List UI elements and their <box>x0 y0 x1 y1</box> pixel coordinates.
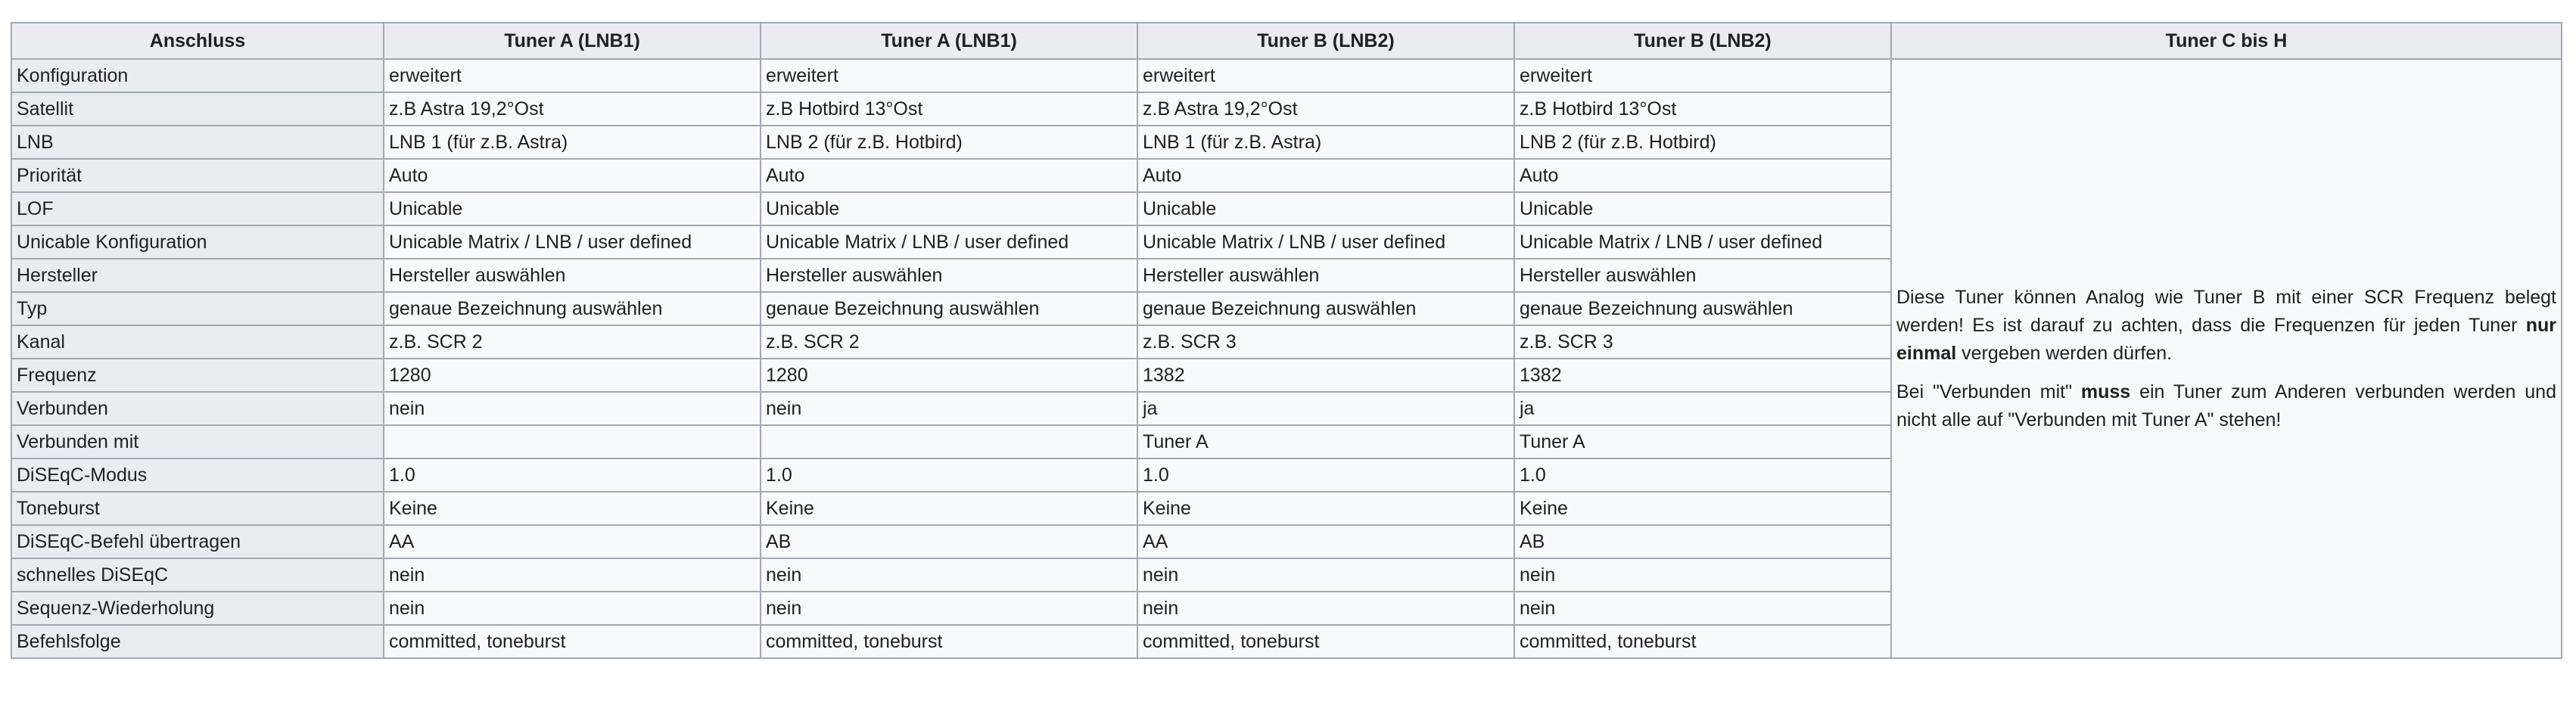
table-cell: nein <box>384 392 761 425</box>
table-cell: ja <box>1514 392 1891 425</box>
table-cell: LNB 2 (für z.B. Hotbird) <box>1514 126 1891 159</box>
header-tuner-a-lnb1-2: Tuner A (LNB1) <box>761 23 1137 59</box>
table-cell: nein <box>761 392 1137 425</box>
table-cell: Unicable <box>761 192 1137 225</box>
table-cell: genaue Bezeichnung auswählen <box>1514 292 1891 325</box>
table-cell: 1280 <box>761 359 1137 392</box>
table-cell: z.B. SCR 3 <box>1514 325 1891 359</box>
note-paragraph-1 <box>1896 284 2556 368</box>
table-cell <box>384 425 761 458</box>
header-anschluss: Anschluss <box>11 23 384 59</box>
table-cell: nein <box>761 558 1137 592</box>
table-cell: Unicable Matrix / LNB / user defined <box>761 225 1137 259</box>
table-cell: z.B Astra 19,2°Ost <box>1137 92 1514 126</box>
note-text: Diese Tuner können Analog wie Tuner B mit einer SCR Frequenz belegt werden! Es ist darauf zu achten, dass die Frequenzen für jeden Tuner <box>1896 286 2556 336</box>
note-emphasis: nur einmal <box>1896 314 2556 364</box>
row-label: Verbunden mit <box>11 425 384 458</box>
row-label: DiSEqC-Modus <box>11 458 384 492</box>
table-cell: Unicable <box>1514 192 1891 225</box>
table-cell: LNB 1 (für z.B. Astra) <box>1137 126 1514 159</box>
table-cell: 1.0 <box>761 458 1137 492</box>
row-label: Sequenz-Wiederholung <box>11 592 384 625</box>
table-cell: Hersteller auswählen <box>1514 259 1891 292</box>
row-label: LNB <box>11 126 384 159</box>
table-cell: Unicable Matrix / LNB / user defined <box>1137 225 1514 259</box>
table-cell: nein <box>1514 558 1891 592</box>
note-text: Bei "Verbunden mit" <box>1896 381 2081 402</box>
header-row <box>11 23 2562 59</box>
table-cell: 1.0 <box>384 458 761 492</box>
row-label: Kanal <box>11 325 384 359</box>
row-label: Konfiguration <box>11 59 384 92</box>
row-label: Toneburst <box>11 492 384 525</box>
table-cell: Keine <box>1514 492 1891 525</box>
table-cell: AB <box>1514 525 1891 558</box>
tuner-config-table <box>11 22 2562 659</box>
table-cell: genaue Bezeichnung auswählen <box>1137 292 1514 325</box>
table-cell: nein <box>1514 592 1891 625</box>
row-label: schnelles DiSEqC <box>11 558 384 592</box>
row-label: Frequenz <box>11 359 384 392</box>
table-cell: AA <box>1137 525 1514 558</box>
row-label: Befehlsfolge <box>11 625 384 658</box>
table-cell: Unicable <box>1137 192 1514 225</box>
table-cell: erweitert <box>384 59 761 92</box>
table-cell: Auto <box>384 159 761 192</box>
table-cell: nein <box>384 592 761 625</box>
table-cell: committed, toneburst <box>1137 625 1514 658</box>
table-cell: AA <box>384 525 761 558</box>
note-text: ein Tuner zum Anderen verbunden werden und nicht alle auf "Verbunden mit Tuner A" stehen! <box>1896 381 2556 430</box>
note-emphasis: muss <box>2080 381 2131 402</box>
table-cell: Keine <box>384 492 761 525</box>
table-cell: LNB 2 (für z.B. Hotbird) <box>761 126 1137 159</box>
table-cell: Tuner A <box>1137 425 1514 458</box>
header-tuner-b-lnb2-2: Tuner B (LNB2) <box>1514 23 1891 59</box>
table-cell: ja <box>1137 392 1514 425</box>
table-cell <box>761 425 1137 458</box>
table-cell: 1.0 <box>1514 458 1891 492</box>
table-cell: 1.0 <box>1137 458 1514 492</box>
table-cell: Auto <box>1514 159 1891 192</box>
table-cell: Hersteller auswählen <box>1137 259 1514 292</box>
header-tuner-a-lnb1-1: Tuner A (LNB1) <box>384 23 761 59</box>
table-cell: nein <box>384 558 761 592</box>
table-cell: Unicable <box>384 192 761 225</box>
table-cell: erweitert <box>761 59 1137 92</box>
table-cell: Unicable Matrix / LNB / user defined <box>384 225 761 259</box>
table-cell: nein <box>761 592 1137 625</box>
table-cell: z.B. SCR 3 <box>1137 325 1514 359</box>
table-cell: genaue Bezeichnung auswählen <box>761 292 1137 325</box>
table-cell: committed, toneburst <box>761 625 1137 658</box>
table-cell: 1280 <box>384 359 761 392</box>
note-text: vergeben werden dürfen. <box>1956 342 2173 364</box>
row-label: LOF <box>11 192 384 225</box>
table-cell: genaue Bezeichnung auswählen <box>384 292 761 325</box>
tuner-c-h-note <box>1891 59 2562 658</box>
table-cell: z.B. SCR 2 <box>761 325 1137 359</box>
table-cell: Hersteller auswählen <box>761 259 1137 292</box>
table-cell: committed, toneburst <box>384 625 761 658</box>
row-label: Satellit <box>11 92 384 126</box>
table-cell: z.B. SCR 2 <box>384 325 761 359</box>
row-label: Unicable Konfiguration <box>11 225 384 259</box>
table-cell: erweitert <box>1137 59 1514 92</box>
table-cell: Auto <box>1137 159 1514 192</box>
row-label: Priorität <box>11 159 384 192</box>
table-cell: Tuner A <box>1514 425 1891 458</box>
table-body <box>11 59 2562 658</box>
row-label: Typ <box>11 292 384 325</box>
table-cell: Unicable Matrix / LNB / user defined <box>1514 225 1891 259</box>
header-tuner-c-bis-h: Tuner C bis H <box>1891 23 2562 59</box>
table-cell: Hersteller auswählen <box>384 259 761 292</box>
header-tuner-b-lnb2-1: Tuner B (LNB2) <box>1137 23 1514 59</box>
table-cell: erweitert <box>1514 59 1891 92</box>
row-label: Hersteller <box>11 259 384 292</box>
table-cell: z.B Astra 19,2°Ost <box>384 92 761 126</box>
table-cell: nein <box>1137 592 1514 625</box>
table-cell: Auto <box>761 159 1137 192</box>
row-label: DiSEqC-Befehl übertragen <box>11 525 384 558</box>
table-cell: LNB 1 (für z.B. Astra) <box>384 126 761 159</box>
table-cell: 1382 <box>1137 359 1514 392</box>
row-label: Verbunden <box>11 392 384 425</box>
table-cell: 1382 <box>1514 359 1891 392</box>
table-cell: Keine <box>761 492 1137 525</box>
table-row <box>11 59 2562 92</box>
table-cell: nein <box>1137 558 1514 592</box>
table-cell: z.B Hotbird 13°Ost <box>761 92 1137 126</box>
table-cell: AB <box>761 525 1137 558</box>
table-cell: committed, toneburst <box>1514 625 1891 658</box>
note-paragraph-2 <box>1896 378 2556 434</box>
table-cell: Keine <box>1137 492 1514 525</box>
table-wrapper <box>11 22 2562 659</box>
table-cell: z.B Hotbird 13°Ost <box>1514 92 1891 126</box>
